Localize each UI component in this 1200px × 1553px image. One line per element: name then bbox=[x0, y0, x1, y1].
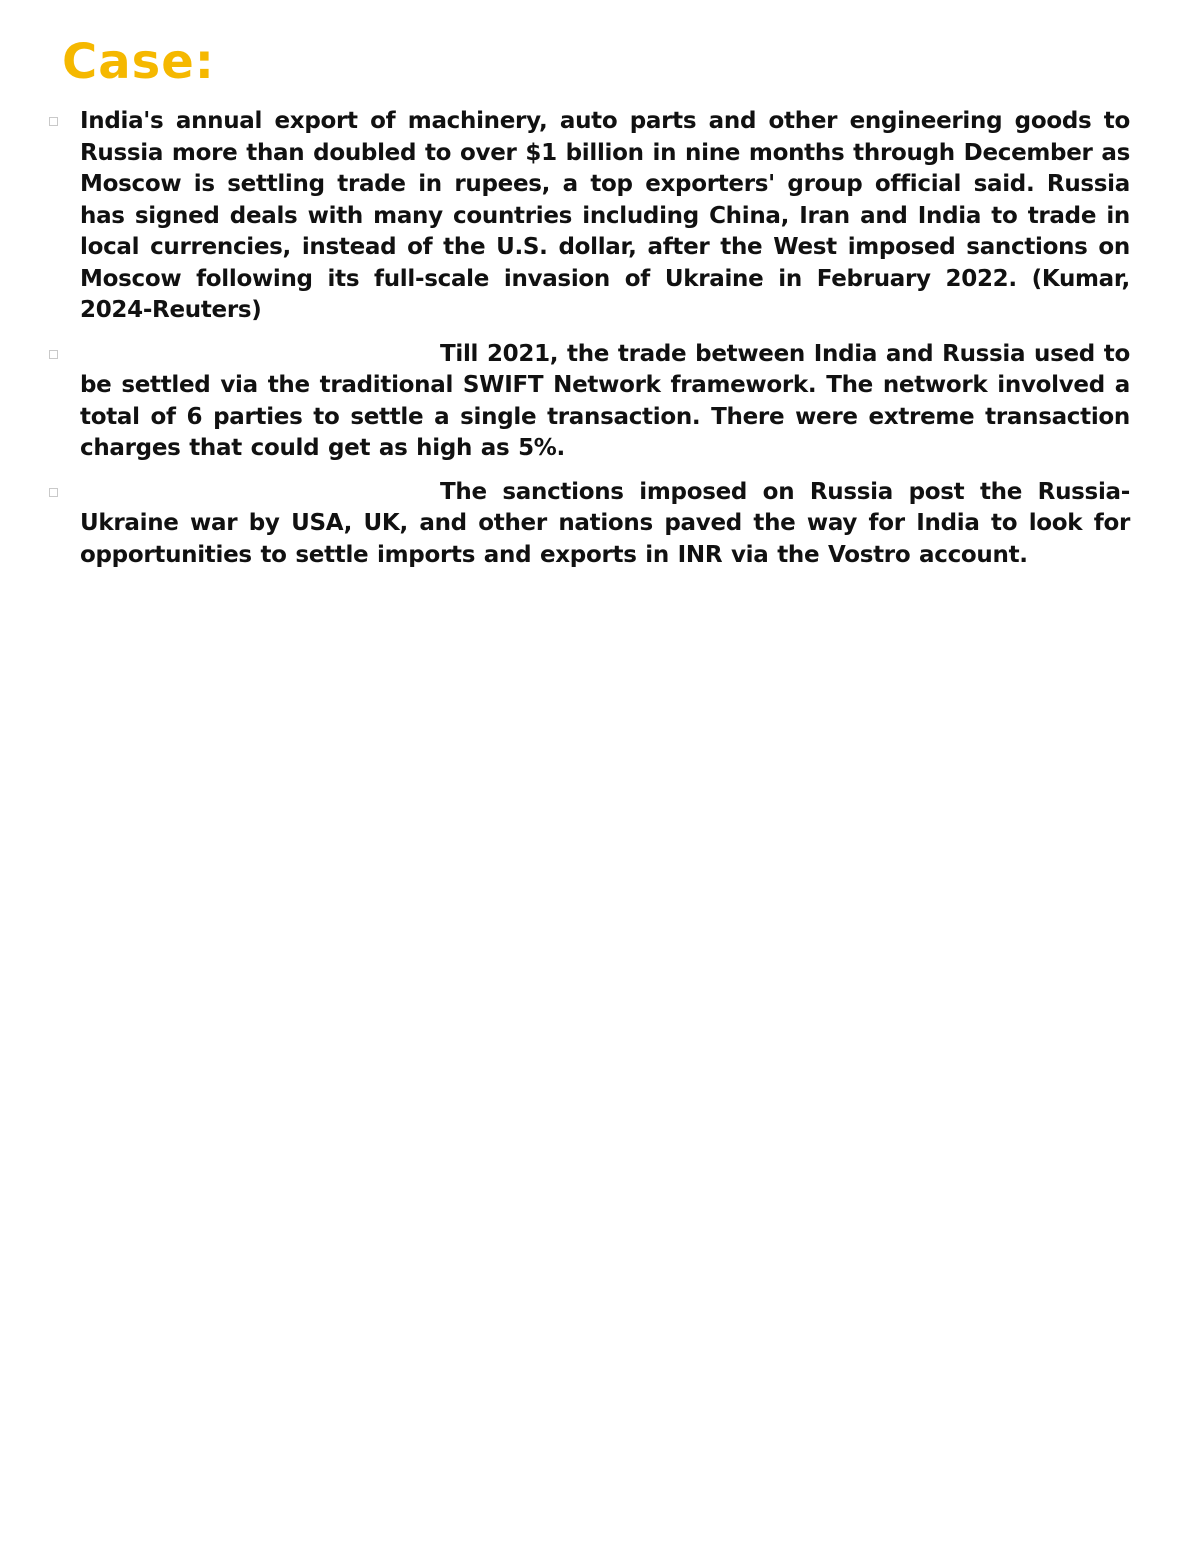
bullet-text-content: Till 2021, the trade between India and Russia used to be settled via the traditional SWIFT Network framework. The network involved a total of 6 parties to settle a single transaction. There were extreme transaction charges that could get as high as 5%. bbox=[80, 340, 1130, 461]
list-item bbox=[46, 339, 1130, 465]
square-bullet-icon bbox=[49, 117, 58, 126]
square-bullet-icon bbox=[49, 350, 58, 359]
bullet-list bbox=[46, 106, 1130, 583]
bullet-text bbox=[80, 477, 1130, 572]
bullet-text-content: The sanctions imposed on Russia post the Russia-Ukraine war by USA, UK, and other nations paved the way for India to look for opportunities to settle imports and exports in INR via the Vostro account. bbox=[80, 478, 1130, 568]
list-item bbox=[46, 477, 1130, 572]
square-bullet-icon bbox=[49, 488, 58, 497]
bullet-text: India's annual export of machinery, auto parts and other engineering goods to Russia more than doubled to over $1 billion in nine months through December as Moscow is settling trade in rupees, a top exporters' group official said. Russia has signed deals with many countries including China, Iran and India to trade in local currencies, instead of the U.S. dollar, after the West imposed sanctions on Moscow following its full-scale invasion of Ukraine in February 2022. (Kumar, 2024-Reuters) bbox=[80, 108, 1130, 323]
list-item bbox=[46, 106, 1130, 327]
page-title: Case: bbox=[62, 34, 215, 90]
bullet-text bbox=[80, 339, 1130, 465]
